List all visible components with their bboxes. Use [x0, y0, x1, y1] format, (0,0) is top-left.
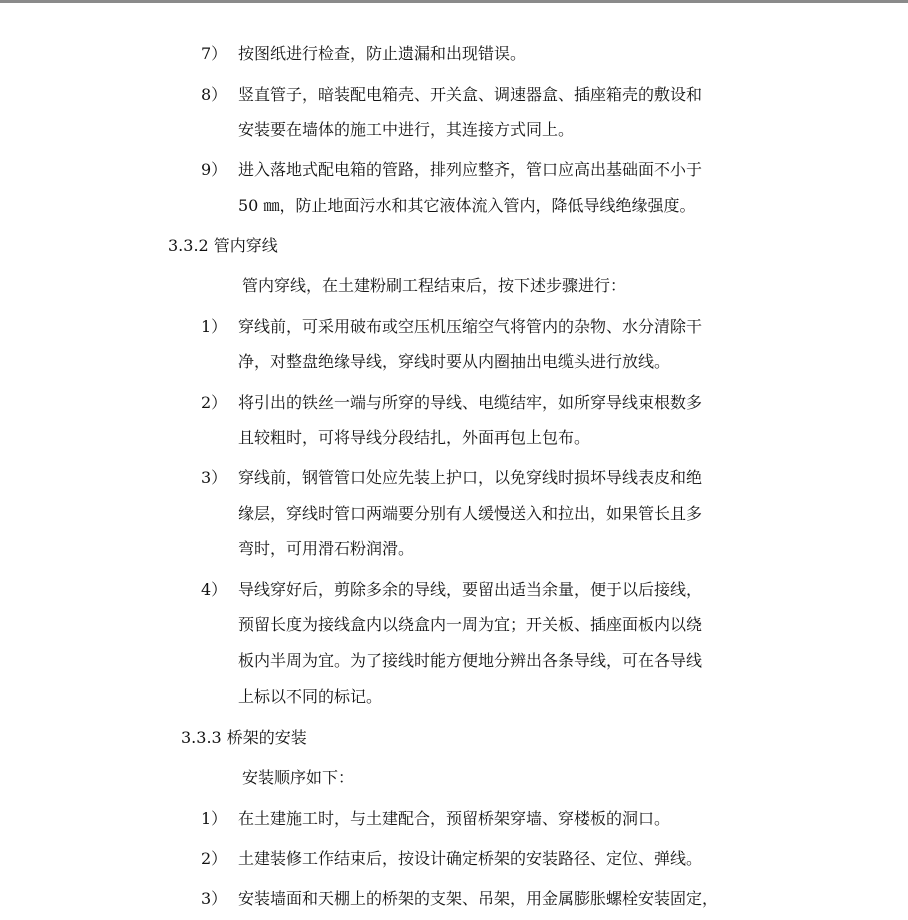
list-item-text: 在土建施工时，与土建配合，预留桥架穿墙、穿楼板的洞口。 — [238, 809, 671, 828]
list-item-text: 50 ㎜，防止地面污水和其它液体流入管内，降低导线绝缘强度。 — [238, 196, 696, 215]
list-item-number: 1） — [201, 317, 228, 336]
list-item-text: 土建装修工作结束后，按设计确定桥架的安装路径、定位、弹线。 — [238, 849, 703, 868]
list-item-text: 安装墙面和天棚上的桥架的支架、吊架，用金属膨胀螺栓安装固定， — [238, 889, 719, 908]
list-item-text: 将引出的铁丝一端与所穿的导线、电缆结牢，如所穿导线束根数多 — [238, 393, 703, 412]
list-item-text: 板内半周为宜。为了接线时能方便地分辨出各条导线，可在各导线 — [238, 651, 703, 670]
list-item-text: 安装要在墙体的施工中进行，其连接方式同上。 — [238, 120, 575, 139]
list-item-text: 穿线前，可采用破布或空压机压缩空气将管内的杂物、水分清除干 — [238, 317, 703, 336]
list-item-number: 2） — [201, 849, 228, 868]
list-item-text: 弯时，可用滑石粉润滑。 — [238, 539, 415, 558]
list-item-number: 2） — [201, 393, 228, 412]
list-item-number: 1） — [201, 809, 228, 828]
list-item-text: 上标以不同的标记。 — [238, 687, 383, 706]
list-item-text: 进入落地式配电箱的管路，排列应整齐，管口应高出基础面不小于 — [238, 160, 703, 179]
list-item-number: 3） — [201, 468, 228, 487]
section-heading: 3.3.3 桥架的安装 — [181, 728, 307, 747]
section-intro: 安装顺序如下： — [242, 768, 355, 787]
list-item-number: 7） — [201, 44, 228, 63]
list-item-text: 缘层，穿线时管口两端要分别有人缓慢送入和拉出，如果管长且多 — [238, 504, 703, 523]
section-intro: 管内穿线，在土建粉刷工程结束后，按下述步骤进行： — [242, 276, 627, 295]
list-item-number: 3） — [201, 889, 228, 908]
list-item-text: 按图纸进行检查，防止遗漏和出现错误。 — [238, 44, 527, 63]
list-item-text: 净，对整盘绝缘导线，穿线时要从内圈抽出电缆头进行放线。 — [238, 352, 671, 371]
section-heading: 3.3.2 管内穿线 — [168, 236, 278, 255]
list-item-number: 4） — [201, 580, 228, 599]
list-item-text: 预留长度为接线盒内以绕盒内一周为宜；开关板、插座面板内以绕 — [238, 615, 703, 634]
list-item-text: 穿线前，钢管管口处应先装上护口，以免穿线时损坏导线表皮和绝 — [238, 468, 703, 487]
list-item-text: 导线穿好后，剪除多余的导线，要留出适当余量，便于以后接线， — [238, 580, 703, 599]
list-item-number: 8） — [201, 85, 228, 104]
list-item-text: 且较粗时，可将导线分段结扎，外面再包上包布。 — [238, 428, 591, 447]
list-item-number: 9） — [201, 160, 228, 179]
list-item-text: 竖直管子，暗装配电箱壳、开关盒、调速器盒、插座箱壳的敷设和 — [238, 85, 703, 104]
